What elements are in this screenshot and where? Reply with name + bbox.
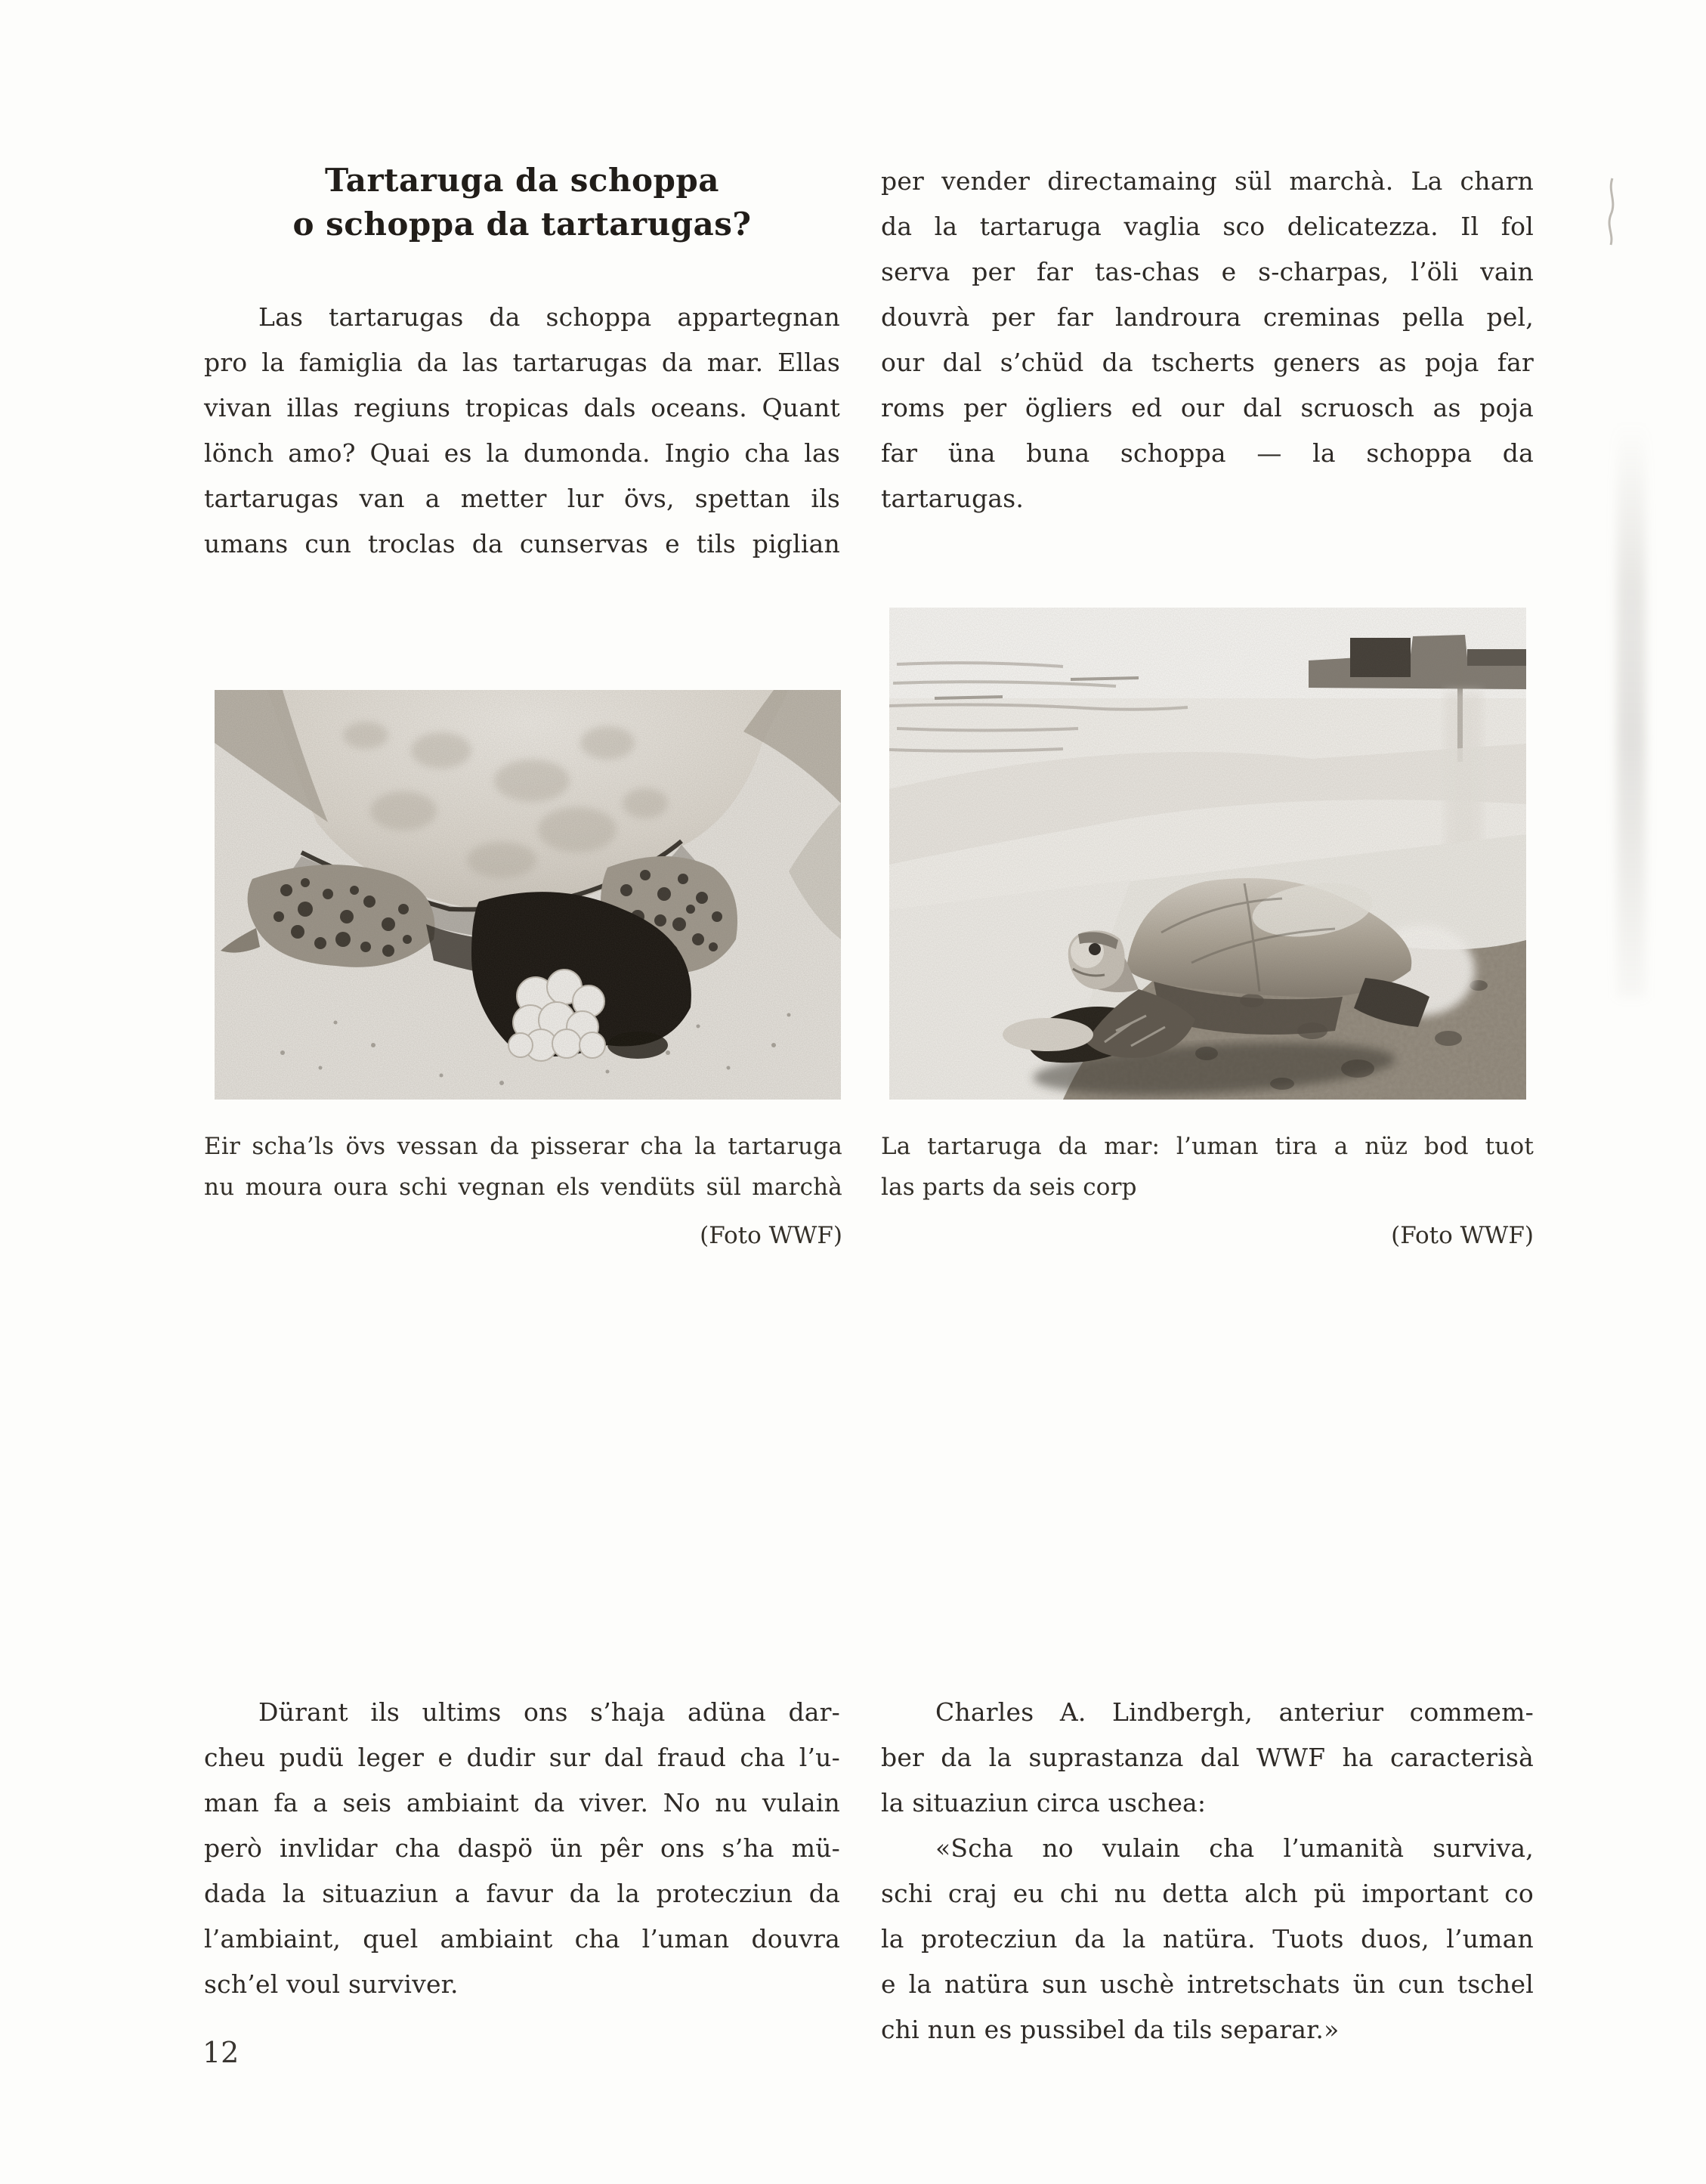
scan-artifact-streak	[1617, 423, 1646, 998]
text-line: roms per ögliers ed our dal scruosch as poja	[881, 393, 1534, 422]
text-line: douvrà per far landroura creminas pella pel,	[881, 302, 1534, 332]
text-line: man fa a seis ambiaint da viver. No nu vulain	[204, 1788, 840, 1817]
body-paragraph-quote	[881, 1826, 1534, 2053]
text-line: Charles A. Lindbergh, anteriur commem-	[935, 1697, 1534, 1727]
photo-sea-turtle-on-beach	[889, 608, 1526, 1100]
caption-right-text	[881, 1126, 1534, 1208]
text-line: chi nun es pussibel da tils separar.»	[881, 2015, 1340, 2044]
text-line: però invlidar cha daspö ün pêr ons s’ha mü-	[204, 1833, 840, 1863]
text-line: cheu pudü leger e dudir sur dal fraud cha l’u-	[204, 1743, 840, 1772]
text-line: lönch amo? Quai es la dumonda. Ingio cha las	[204, 438, 840, 468]
body-paragraph-left-column	[204, 1690, 840, 2007]
text-line: umans cun troclas da cunservas e tils piglian	[204, 529, 840, 558]
text-line: Las tartarugas da schoppa appartegnan	[258, 302, 840, 332]
text-line: «Scha no vulain cha l’umanità surviva,	[935, 1833, 1534, 1863]
text-line: da la tartaruga vaglia sco delicatezza. Il fol	[881, 212, 1534, 241]
text-line: tartarugas van a metter lur övs, spettan ils	[204, 484, 840, 513]
page-number: 12	[202, 2036, 240, 2069]
text-line: La tartaruga da mar: l’uman tira a nüz bod tuot	[881, 1133, 1534, 1160]
text-line: la protecziun da la natüra. Tuots duos, l’uman	[881, 1924, 1534, 1954]
caption-left-text	[204, 1126, 842, 1208]
scan-mark-icon	[1605, 177, 1620, 246]
caption-left-block	[204, 1126, 842, 1256]
text-line: serva per far tas-chas e s-charpas, l’öli vain	[881, 257, 1534, 286]
text-line: sch’el voul surviver.	[204, 1969, 459, 1999]
text-line: Dürant ils ultims ons s’haja adüna dar-	[258, 1697, 840, 1727]
article-title-line2: o schoppa da tartarugas?	[292, 206, 752, 243]
photo-turtle-laying-eggs	[215, 690, 841, 1100]
article-title	[204, 159, 840, 246]
text-line: pro la famiglia da las tartarugas da mar. Ellas	[204, 348, 840, 377]
text-line: e la natüra sun uschè intretschats ün cun tschel	[881, 1969, 1534, 1999]
figure-turtle-beach	[889, 608, 1526, 1100]
text-line: nu moura oura schi vegnan els vendüts sül marchà	[204, 1174, 842, 1201]
text-line: l’ambiaint, quel ambiaint cha l’uman douvra	[204, 1924, 840, 1954]
text-line: our dal s’chüd da tscherts geners as poja far	[881, 348, 1534, 377]
text-line: tartarugas.	[881, 484, 1025, 513]
text-line: dada la situaziun a favur da la protecziun da	[204, 1879, 840, 1908]
text-line: vivan illas regiuns tropicas dals oceans. Quant	[204, 393, 840, 422]
photo-credit-left: (Foto WWF)	[700, 1222, 842, 1249]
intro-paragraph-right-column	[881, 159, 1534, 521]
text-line: schi craj eu chi nu detta alch pü important co	[881, 1879, 1534, 1908]
text-line: las parts da seis corp	[881, 1174, 1137, 1201]
photo-credit-right: (Foto WWF)	[1391, 1222, 1534, 1249]
intro-paragraph-left-column	[204, 295, 840, 567]
scan-artifact-squiggle	[1605, 177, 1620, 246]
figure-turtle-nest	[215, 690, 841, 1100]
text-line: per vender directamaing sül marchà. La charn	[881, 166, 1534, 196]
text-line: Eir scha’ls övs vessan da pisserar cha la tartaruga	[204, 1133, 842, 1160]
text-line: la situaziun circa uschea:	[881, 1788, 1207, 1817]
text-line: far üna buna schoppa — la schoppa da	[881, 438, 1534, 468]
halftone-grain	[215, 690, 841, 1100]
text-line: ber da la suprastanza dal WWF ha caracterisà	[881, 1743, 1534, 1772]
article-title-line1: Tartaruga da schoppa	[325, 162, 719, 199]
body-paragraph-lindbergh	[881, 1690, 1534, 1826]
body-right-column	[881, 1690, 1534, 2053]
halftone-grain	[889, 608, 1526, 1100]
caption-right-block	[881, 1126, 1534, 1256]
